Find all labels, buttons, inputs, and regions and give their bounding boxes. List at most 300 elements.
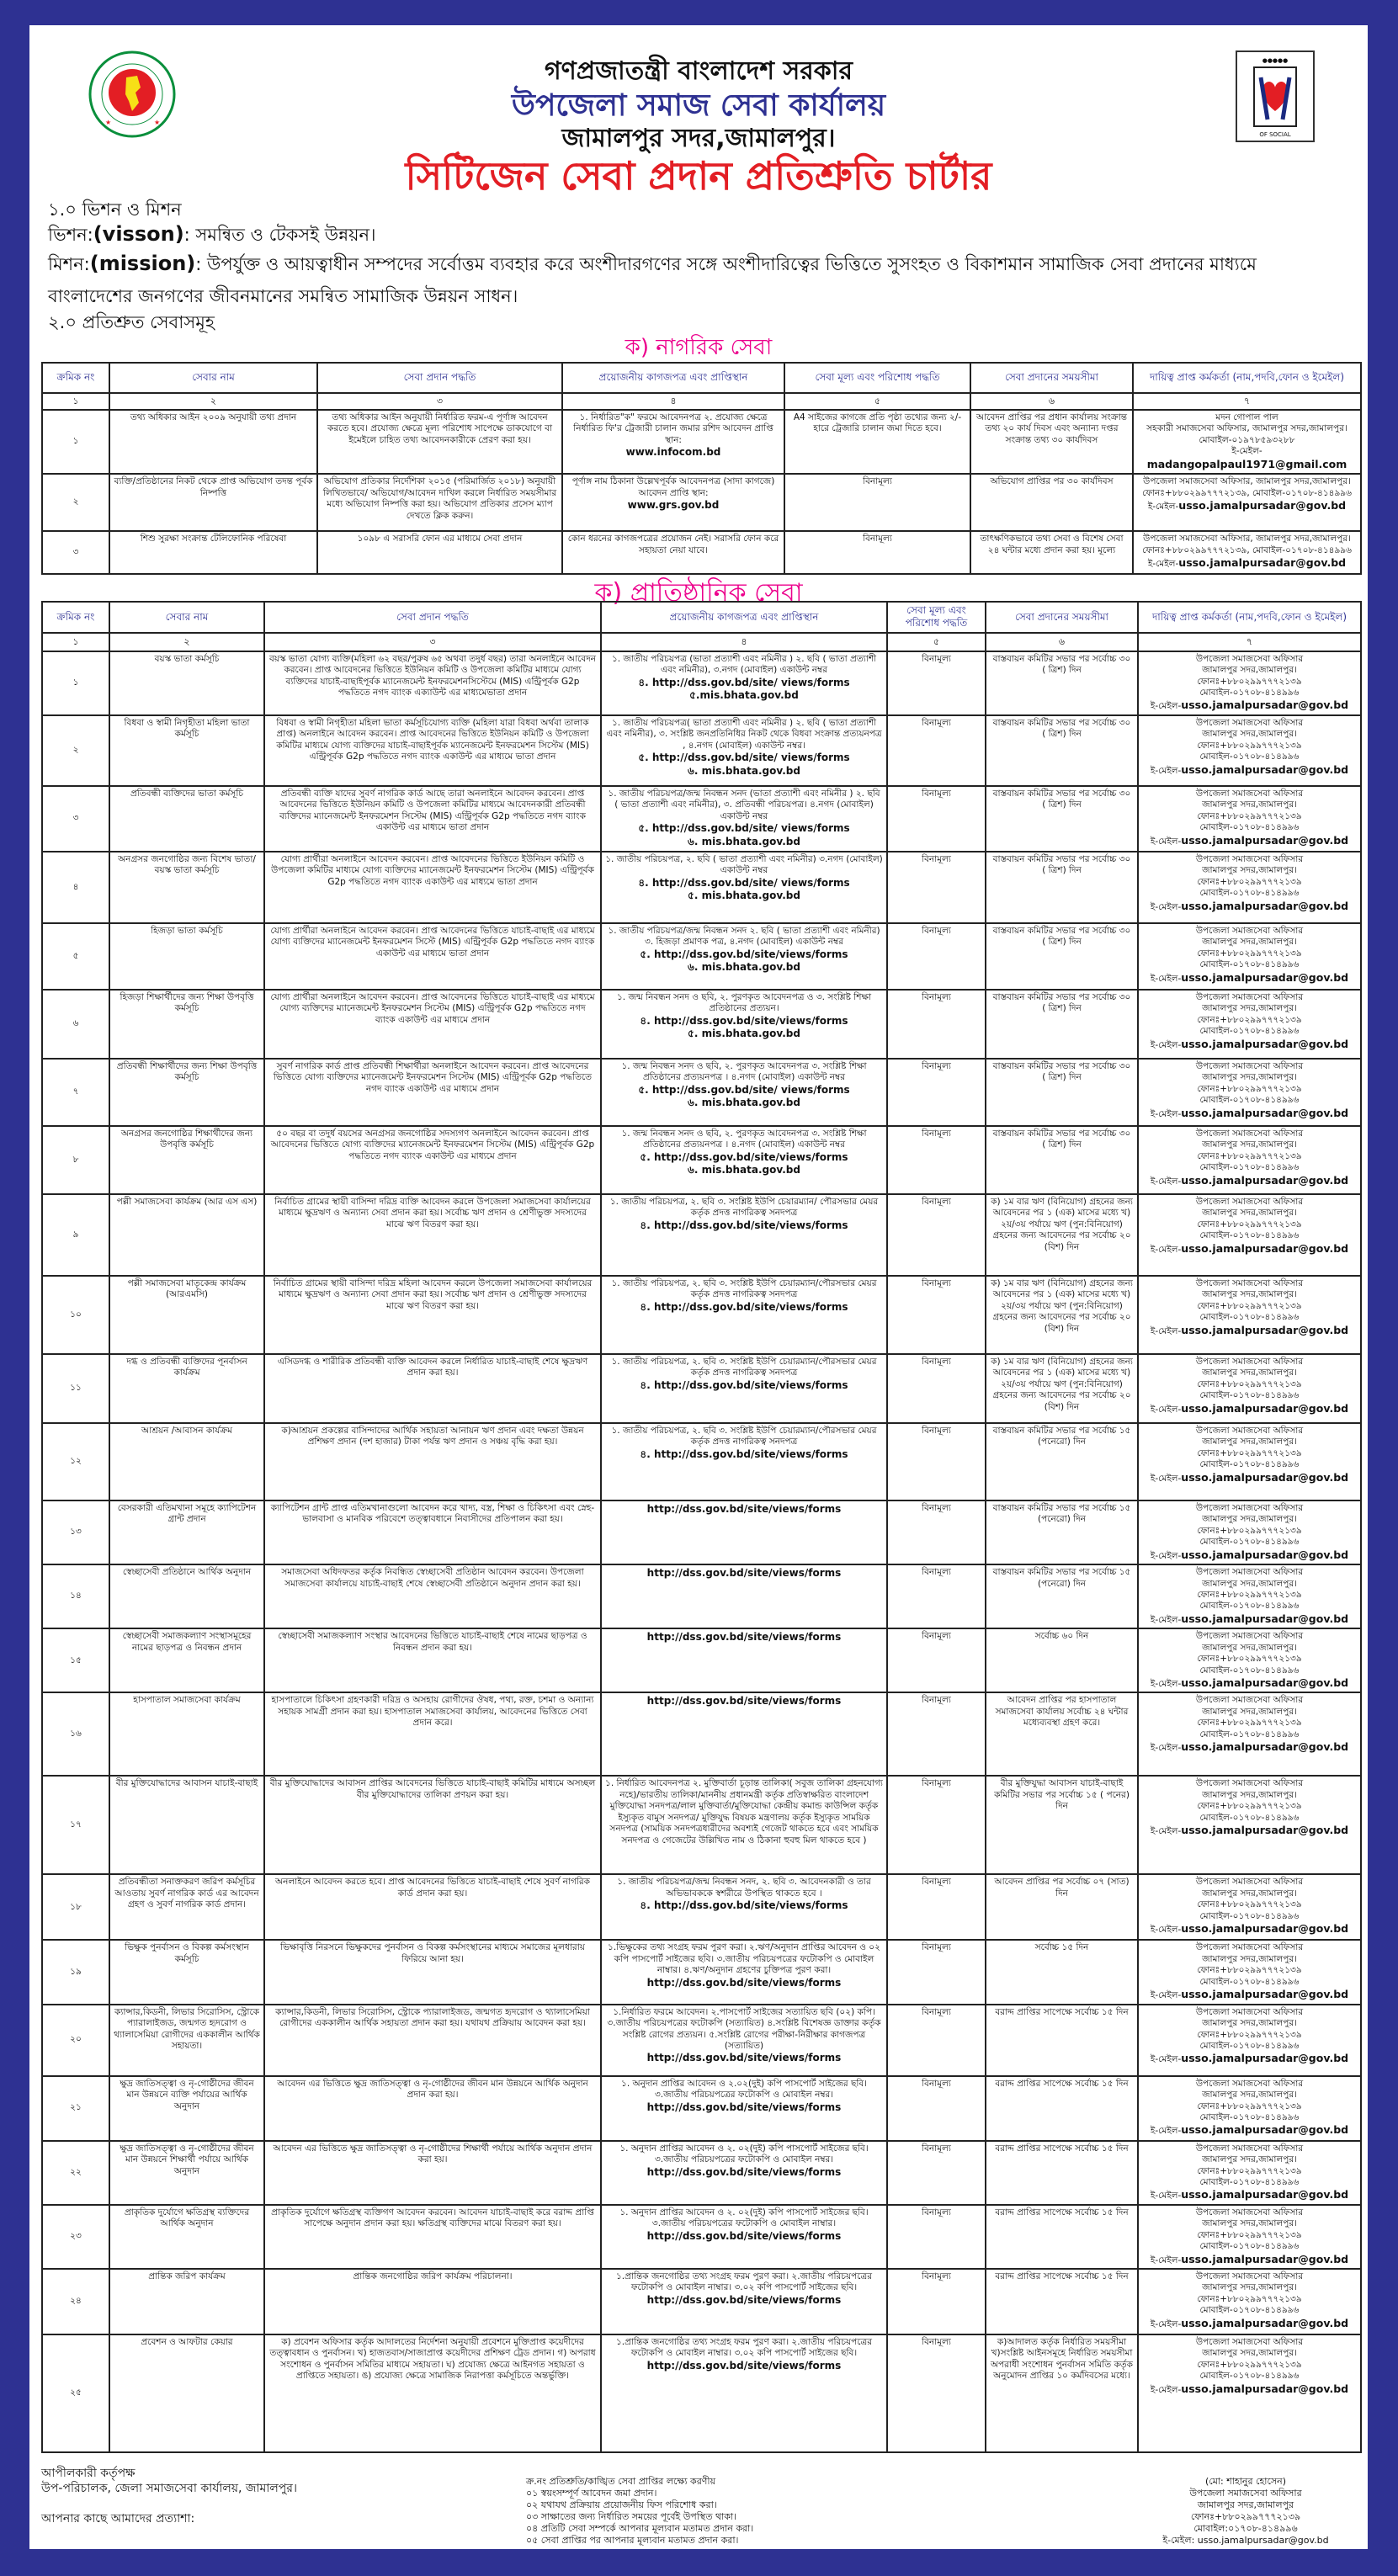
- serial-number: ৩: [42, 531, 109, 574]
- signatory-line: উপজেলা সমাজসেবা অফিসার: [1189, 2488, 1302, 2499]
- documents-link[interactable]: ৫.mis.bhata.gov.bd: [689, 688, 799, 701]
- officer-line: উপজেলা সমাজসেবা অফিসার: [1195, 1502, 1304, 1513]
- documents-link[interactable]: http://dss.gov.bd/site/views/forms: [646, 2165, 842, 2178]
- officer-line: উপজেলা সমাজসেবা অফিসার: [1195, 1567, 1304, 1578]
- documents-text: পূর্ণাঙ্গ নাম ঠিকানা উল্লেখপূর্বক আবেদনপত্র (সাদা কাগজে) আবেদন প্রাপ্তি স্থান:: [571, 476, 775, 498]
- officer-email-row: [1142, 1988, 1357, 2001]
- officer-line: উপজেলা সমাজসেবা অফিসার: [1195, 1196, 1304, 1207]
- appeal-authority-block: [41, 2466, 297, 2526]
- service-time-limit: ক) ১ম বার ঋণ (বিনিয়োগ) গ্রহনের জন্য আবেদনের পর ১ (এক) মাসের মধ্যে খ) ২য়/৩য় পর্যায়ে ঋণ (পুন:বিনিয়োগ) গ্রহনের জন্য আবেদনের পর সর্বোচ্চ ২০ (বিশ) দিন: [986, 1354, 1138, 1423]
- officer-email-link[interactable]: usso.jamalpursadar@gov.bd: [1181, 1470, 1349, 1484]
- service-fee: বিনামূল্য: [887, 1126, 986, 1194]
- service-time-limit: আবেদন প্রাপ্তির পর প্রধান কার্যালয় সংক্রান্ত তথ্য ২০ কার্য দিবস এবং অন্যান্য দপ্তর সংক্রান্ত তথ্য ৩০ কার্যদিবস: [970, 410, 1133, 474]
- documents-link[interactable]: http://dss.gov.bd/site/views/forms: [646, 1695, 842, 1708]
- officer-line: মোবাইল-০১৭০৮-৪১৪৯৯৬: [1199, 1312, 1300, 1323]
- officer-email-link[interactable]: usso.jamalpursadar@gov.bd: [1181, 970, 1349, 984]
- service-method: তথ্য অধিকার আইন অনুযায়ী নির্ধারিত ফরম-এ পূর্ণাঙ্গ আবেদন করতে হবে। প্রযোজ্য ক্ষেত্রে মূল্য পরিশোধ সাপেক্ষে ডাকযোগে বা ইমেইলে চাহিত তথ্য আবেদনকারীকে প্রেরণ করা হয়।: [317, 410, 562, 474]
- officer-line: জামালপুর সদর,জামালপুর।: [1202, 1953, 1297, 1964]
- officer-line: ফোনঃ+৮৮০২৯৯৭৭৭২১৩৯: [1197, 810, 1302, 821]
- service-name: অনগ্রসর জনগোষ্ঠির শিক্ষার্থীদের জন্য উপবৃত্তি কর্মসূচি: [109, 1126, 264, 1194]
- email-label: ই-মেইল-: [1150, 765, 1182, 776]
- documents-link[interactable]: http://dss.gov.bd/site/views/forms: [646, 2229, 842, 2242]
- officer-email-row: [1142, 1107, 1357, 1120]
- responsible-officer: [1138, 852, 1361, 923]
- service-time-limit: সর্বোচ্চ ১৫ দিন: [986, 1940, 1138, 2004]
- required-documents: [601, 2334, 887, 2452]
- charter-title: সিটিজেন সেবা প্রদান প্রতিশ্রুতি চার্টার: [405, 153, 992, 199]
- serial-number: ২৩: [42, 2205, 109, 2269]
- officer-email-row: [1142, 2052, 1357, 2065]
- officer-line: জামালপুর সদর,জামালপুর।: [1202, 1003, 1297, 1014]
- documents-link[interactable]: www.infocom.bd: [625, 446, 721, 459]
- service-name: দগ্ধ ও প্রতিবন্ধী ব্যক্তিদের পূনর্বাসন কার্যক্রম: [109, 1354, 264, 1423]
- column-number: ৪: [601, 633, 887, 651]
- institutional-services-table: [41, 601, 1362, 2453]
- officer-email-link[interactable]: usso.jamalpursadar@gov.bd: [1181, 2382, 1349, 2395]
- service-method: নির্বাচিত গ্রামের স্থায়ী বাসিন্দা দরিদ্র ব্যক্তি আবেদন করলে উপজেলা সমাজসেবা কার্যালয়ের মাধ্যমে ক্ষুদ্রঋণ ও অন্যান্য সেবা প্রদান করা হয়। সর্বোচ্চ ঋণ প্রদান ও শ্রেণীভুক্ত সদস্যদের মাঝে ঋণ বিতরণ করা হয়।: [264, 1194, 601, 1276]
- vision-text: : সমন্বিত ও টেকসই উন্নয়ন।: [183, 225, 376, 245]
- officer-email-link[interactable]: usso.jamalpursadar@gov.bd: [1181, 1676, 1349, 1690]
- documents-text: ১. জাতীয় পরিচয়পত্র (ভাতা প্রত্যাশী এবং নমিনীর ) ২. ছবি ( ভাতা প্রত্যাশী এবং নমিনীর), ৩.নগদ (মোবাইল) একাউন্ট নম্বর: [611, 653, 877, 676]
- table-row: [42, 1628, 1361, 1692]
- column-number-row: [42, 393, 1361, 410]
- documents-text: ১. জাতীয় পরিচয়পত্র/জন্ম নিবন্ধন সনদ (ভাতা প্রত্যাশী এবং নমিনীর ) ২. ছবি ( ভাতা প্রত্যাশী এবং নমিনীর), ৩. প্রতিবন্ধী পরিচয়পত্র। ৪.নগদ (মোবাইল) একাউন্ট নম্বর: [608, 788, 880, 821]
- required-documents: [601, 2205, 887, 2269]
- officer-line: উপজেলা সমাজসেবা অফিসার: [1195, 1060, 1304, 1071]
- officer-email-row: [1142, 1471, 1357, 1485]
- serial-number: ৫: [42, 923, 109, 990]
- citizen-services-table: [41, 362, 1362, 575]
- documents-link[interactable]: ৪. http://dss.gov.bd/site/ views/forms: [638, 676, 850, 688]
- service-time-limit: তাৎক্ষণিকভাবে তথ্য সেবা ও বিশেষ সেবা ২৪ ঘন্টার মধ্যে প্রদান করা হয়। মূল্যে: [970, 531, 1133, 574]
- signatory-line: (মো: শাহানুর হোসেন): [1204, 2476, 1286, 2487]
- service-fee: বিনামূল্য: [887, 2269, 986, 2334]
- officer-line: ফোনঃ+৮৮০২৯৯৭৭৭২১৩৯: [1197, 1014, 1302, 1025]
- officer-line: ফোনঃ+৮৮০২৯৯৭৭৭২১৩৯: [1197, 1378, 1302, 1389]
- mission-text: : উপর্যুক্ত ও আয়ত্বাধীন সম্পদের সর্বোত্তম ব্যবহার করে অংশীদারগণের সঙ্গে অংশীদারিত্বের ভিত্তিতে সুসংহত ও বিকাশমান সামাজিক সেবা প্রদানের মাধ্যমে: [195, 254, 1257, 274]
- documents-link[interactable]: ৫. mis.bhata.gov.bd: [688, 1028, 800, 1040]
- officer-line: মোবাইল-০১৭০৮-৪১৪৯৯৬: [1199, 688, 1300, 698]
- documents-link[interactable]: ৬. mis.bhata.gov.bd: [688, 764, 800, 777]
- serial-number: ২৫: [42, 2334, 109, 2452]
- officer-line: মোবাইল-০১৭০৮-৪১৪৯৯৬: [1199, 1601, 1300, 1612]
- officer-email-row: [1142, 1740, 1357, 1754]
- svg-text:★: ★: [154, 119, 161, 126]
- serial-number: ১০: [42, 1276, 109, 1354]
- officer-line: মোবাইল-০১৭০৮-৪১৪৯৯৬: [1199, 1230, 1300, 1241]
- office-name: উপজেলা সমাজ সেবা কার্যালয়: [511, 88, 886, 123]
- serial-number: ৭: [42, 1059, 109, 1126]
- officer-email-link[interactable]: usso.jamalpursadar@gov.bd: [1181, 1323, 1349, 1336]
- officer-email-row: [1142, 900, 1357, 913]
- officer-line: মোবাইল-০১৭০৮-৪১৪৯৯৬: [1199, 1026, 1300, 1037]
- office-location: জামালপুর সদর,জামালপুর।: [561, 124, 836, 153]
- service-name: আশ্রয়ন /আবাসন কার্যক্রম: [109, 1423, 264, 1500]
- officer-line: উপজেলা সমাজসেবা অফিসার: [1195, 717, 1304, 728]
- serial-number: ৪: [42, 852, 109, 923]
- serial-number: ২৪: [42, 2269, 109, 2334]
- government-name: গণপ্রজাতন্ত্রী বাংলাদেশ সরকার: [545, 56, 853, 86]
- responsible-officer: [1133, 474, 1361, 531]
- service-fee: বিনামূল্য: [887, 1354, 986, 1423]
- svg-text:OF SOCIAL: OF SOCIAL: [1259, 131, 1291, 138]
- column-number: ১: [42, 633, 109, 651]
- responsible-officer: [1133, 410, 1361, 474]
- responsible-officer: [1138, 1194, 1361, 1276]
- table-row: [42, 474, 1361, 531]
- column-header: ক্রমিক নং: [42, 602, 109, 633]
- vision-label: ভিশন:: [48, 225, 93, 245]
- officer-email-row: [1137, 556, 1357, 570]
- responsible-officer: [1138, 1354, 1361, 1423]
- officer-line: মোবাইল-০১৭০৮-৪১৪৯৯৬: [1199, 1390, 1300, 1401]
- required-documents: [601, 1874, 887, 1940]
- officer-line: ফোনঃ+৮৮০২৯৯৭৭৭২১৩৯: [1197, 2359, 1302, 2370]
- officer-line: ফোনঃ+৮৮০২৯৯৭৭৭২১৩৯: [1197, 1083, 1302, 1094]
- expectations-header: ক্র.নং প্রতিশ্রুতি/কাঙ্খিত সেবা প্রাপ্তির লক্ষ্যে করণীয়: [526, 2476, 716, 2487]
- documents-text: ১.প্রান্তিক জনগোষ্ঠির তথ্য সংগ্রহ ফরম পুরণ করা। ২.জাতীয় পরিচয়পত্রের ফটোকপি ও মোবাইল নাম্বার। ৩.০২ কপি পাসপোর্ট সাইজের ছবি।: [615, 2271, 873, 2293]
- mission-en: (mission): [89, 252, 196, 275]
- email-label: ই-মেইল-: [1150, 1614, 1182, 1625]
- required-documents: [601, 1126, 887, 1194]
- svg-text:●●●●●: ●●●●●: [1262, 57, 1289, 64]
- officer-line: মোবাইল-০১৭০৮-৪১৪৯৯৬: [1199, 2241, 1300, 2252]
- service-method: প্রান্তিক জনগোষ্ঠির জরিপ কার্যক্রম পরিচালনা।: [264, 2269, 601, 2334]
- service-method: সুবর্ণ নাগরিক কার্ড প্রাপ্ত প্রতিবন্ধী শিক্ষার্থীরা অনলাইনে আবেদন করবেন। প্রাপ্ত আবেদনের ভিত্তিতে যোগ্য ব্যক্তিদের ম্যানেজমেন্ট ইনফরমেশন সিস্টেম (MIS) এন্ট্রিপূর্বক G2p পদ্ধতিতে নগদ ব্যাংক একাউন্ট এর মাধ্যমে প্রদান: [264, 1059, 601, 1126]
- officer-email-row: [1142, 2382, 1357, 2396]
- signatory-line: জামালপুর সদর,জামালপুর: [1197, 2499, 1294, 2510]
- email-label: ই-মেইল-: [1150, 1039, 1182, 1050]
- column-header: সেবা মূল্য এবং পরিশোধ পদ্ধতি: [887, 602, 986, 633]
- officer-line: উপজেলা সমাজসেবা অফিসার: [1195, 788, 1304, 799]
- documents-link[interactable]: ৪. http://dss.gov.bd/site/views/forms: [640, 1014, 848, 1027]
- officer-line: জামালপুর সদর,জামালপুর।: [1202, 1289, 1297, 1300]
- officer-email-link[interactable]: usso.jamalpursadar@gov.bd: [1181, 1548, 1349, 1561]
- officer-line: মোবাইল-০১৭০৮-৪১৪৯৯৬: [1199, 752, 1300, 762]
- officer-email-row: [1142, 1548, 1357, 1562]
- officer-line: জামালপুর সদর,জামালপুর।: [1202, 2218, 1297, 2229]
- officer-line: মোবাইল-০১৭০৮-৪১৪৯৯৬: [1199, 2111, 1300, 2122]
- officer-line: উপজেলা সমাজসেবা অফিসার: [1195, 853, 1304, 864]
- service-method: স্বেচ্ছাসেবী সমাজকল্যাণ সংস্থার আবেদনের ভিত্তিতে যাচাই-বাছাই শেষে নামের ছাড়পত্র ও নিবন্ধন প্রদান করা হয়।: [264, 1628, 601, 1692]
- email-label: ই-মেইল-: [1150, 2126, 1182, 2137]
- documents-link[interactable]: ৬. mis.bhata.gov.bd: [688, 961, 800, 974]
- service-method: বীর মুক্তিযোদ্ধাদের আবাসন প্রাপ্তির আবেদনের ভিত্তিতে যাচাই-বাছাই কমিটির মাধ্যমে অসচ্ছল বীর মুক্তিযোদ্ধাদের তালিকা প্রণয়ন করা হয়।: [264, 1776, 601, 1874]
- appeal-label: আপীলকারী কর্তৃপক্ষ: [41, 2467, 136, 2480]
- officer-email-link[interactable]: usso.jamalpursadar@gov.bd: [1181, 1173, 1349, 1187]
- expectation-item: ০৫ সেবা প্রাপ্তির পর আপনার মূল্যবান মতামত প্রদান করা।: [526, 2535, 739, 2546]
- email-label: ই-মেইল-: [1150, 836, 1182, 847]
- service-time-limit: বরাদ্দ প্রাপ্তির সাপেক্ষে সর্বোচ্চ ১৫ দিন: [986, 2005, 1138, 2076]
- service-method: সমাজসেবা অধিদফতর কর্তৃক নিবন্ধিত স্বেচ্ছাসেবী প্রতিষ্ঠান আবেদন করবেন। উপজেলা সমাজসেবা কার্যালয়ে যাচাই-বাছাই শেষে স্বেচ্ছাসেবী প্রতিষ্ঠানে অনুদান প্রদান করা হয়।: [264, 1564, 601, 1628]
- officer-line: জামালপুর সদর,জামালপুর।: [1202, 2090, 1297, 2101]
- officer-line: ফোনঃ+৮৮০২৯৯৭৭৭২১৩৯: [1197, 2101, 1302, 2111]
- required-documents: [601, 2269, 887, 2334]
- table-row: [42, 531, 1361, 574]
- column-header: ক্রমিক নং: [42, 363, 109, 393]
- officer-line: উপজেলা সমাজসেবা অফিসার: [1195, 1942, 1304, 1953]
- officer-email-link[interactable]: usso.jamalpursadar@gov.bd: [1181, 2188, 1349, 2202]
- column-number: ৬: [986, 633, 1138, 651]
- email-label: ই-মেইল-: [1150, 2054, 1182, 2065]
- officer-email-link[interactable]: usso.jamalpursadar@gov.bd: [1181, 2316, 1349, 2329]
- documents-link[interactable]: ৬. mis.bhata.gov.bd: [688, 835, 800, 847]
- serial-number: ১৯: [42, 1940, 109, 2004]
- officer-email-link[interactable]: usso.jamalpursadar@gov.bd: [1181, 1612, 1349, 1625]
- serial-number: ১: [42, 651, 109, 715]
- documents-link[interactable]: ৫. http://dss.gov.bd/site/ views/forms: [638, 1083, 850, 1096]
- officer-email-link[interactable]: usso.jamalpursadar@gov.bd: [1178, 556, 1347, 570]
- officer-line: জামালপুর সদর,জামালপুর।: [1202, 1706, 1297, 1717]
- column-number: ৭: [1138, 633, 1361, 651]
- officer-line: উপজেলা সমাজসেবা অফিসার, জামালপুর সদর,জামালপুর।: [1143, 534, 1351, 544]
- officer-email-link[interactable]: madangopalpaul1971@gmail.com: [1146, 457, 1348, 470]
- service-name: বীর মুক্তিযোদ্ধাদের আবাসন যাচাই-বাছাই: [109, 1776, 264, 1874]
- officer-email-link[interactable]: usso.jamalpursadar@gov.bd: [1181, 833, 1349, 847]
- documents-link[interactable]: ৫. http://dss.gov.bd/site/ views/forms: [638, 752, 850, 764]
- officer-email-link[interactable]: usso.jamalpursadar@gov.bd: [1181, 1988, 1349, 2001]
- institutional-services-title: ক) প্রাতিষ্ঠানিক সেবা: [594, 578, 803, 608]
- service-fee: বিনামূল্য: [784, 531, 970, 574]
- serial-number: ১২: [42, 1423, 109, 1500]
- documents-text: ১. জন্ম নিবন্ধন সনদ ও ছবি, ২. পুরণকৃত আবেদনপত্র ৩. সংশ্লিষ্ট শিক্ষা প্রতিষ্ঠানের প্রত্যয়নপত্র । ৪.নগদ (মোবাইল) একাউন্ট নম্বর: [621, 1128, 867, 1150]
- table-row: [42, 786, 1361, 852]
- officer-email-link[interactable]: usso.jamalpursadar@gov.bd: [1181, 899, 1349, 912]
- responsible-officer: [1138, 1692, 1361, 1776]
- documents-link[interactable]: ৪. http://dss.gov.bd/site/views/forms: [640, 1447, 848, 1460]
- service-name: তথ্য অধিকার আইন ২০০৯ অনুযায়ী তথ্য প্রদান: [109, 410, 317, 474]
- service-method: ক) প্রবেশন অফিসার কর্তৃক আদালতের নির্দেশনা অনুযায়ী প্রবেশনে মুক্তিপ্রাপ্ত কয়েদীদের তত্ত্বাবধান ও পুনর্বাসন। খ) হাজতবাস/সাজাপ্রাপ্ত কয়েদীদের প্রশিক্ষণ ট্রেড প্রদান। গ) অপরাধ সংশোধন ও পুনর্বাসন সমিতির মাধ্যমে সহায়তা। ঘ) প্রযোজ্য ক্ষেত্রে আইনগত সহায়তা ও প্রাপ্তিতে সহায়তা। ঙ) প্রযোজ্য ক্ষেত্রে সামাজিক নিরাপত্তা কর্মসূচিতে অন্তর্ভুক্তি।: [264, 2334, 601, 2452]
- serial-number: ১: [42, 410, 109, 474]
- table-row: [42, 923, 1361, 990]
- service-time-limit: বাস্তবায়ন কমিটির সভার পর সর্বোচ্চ ১৫ (পনেরো) দিন: [986, 1423, 1138, 1500]
- column-number: ২: [109, 393, 317, 410]
- responsible-officer: [1138, 923, 1361, 990]
- email-label: ই-মেইল-: [1150, 2318, 1182, 2329]
- service-time-limit: বাস্তবায়ন কমিটির সভার পর সর্বোচ্চ ৩০ ( ত্রিশ) দিন: [986, 715, 1138, 786]
- service-fee: বিনামূল্য: [887, 651, 986, 715]
- documents-link[interactable]: ৬. mis.bhata.gov.bd: [688, 1164, 800, 1176]
- officer-line: জামালপুর সদর,জামালপুর।: [1202, 1888, 1297, 1899]
- officer-line: উপজেলা সমাজসেবা অফিসার: [1195, 925, 1304, 936]
- column-header: সেবা প্রদান পদ্ধতি: [317, 363, 562, 393]
- officer-email-link[interactable]: usso.jamalpursadar@gov.bd: [1181, 2123, 1349, 2137]
- service-method: অভিযোগ প্রতিকার নির্দেশিকা ২০১৫ (পরিমার্জিত ২০১৮) অনুযায়ী লিখিতভাবে/ অভিযোগ/আবেদন দাখিল করলে নির্ধারিত সময়সীমার মধ্যে অভিযোগ নিষ্পত্তি করা হয়। অভিযোগ প্রতিকার প্রসেস ম্যাপ দেখতে ক্লিক করুন।: [317, 474, 562, 531]
- documents-text: ১. অনুদান প্রাপ্তির আবেদন ও ২. ০২(দুই) কপি পাসপোর্ট সাইজের ছবি। ৩.জাতীয় পরিচয়পত্রের ফটোকপি ও মোবাইল নাম্বার।: [619, 2207, 869, 2229]
- table-row: [42, 1276, 1361, 1354]
- column-number: ৫: [887, 633, 986, 651]
- documents-link[interactable]: http://dss.gov.bd/site/views/forms: [646, 2101, 842, 2113]
- officer-line: ফোনঃ+৮৮০২৯৯৭৭৭২১৩৯: [1197, 1589, 1302, 1600]
- responsible-officer: [1138, 2334, 1361, 2452]
- column-header: প্রয়োজনীয় কাগজপত্র এবং প্রাপ্তিস্থান: [601, 602, 887, 633]
- officer-email-row: [1142, 1824, 1357, 1837]
- documents-link[interactable]: http://dss.gov.bd/site/views/forms: [646, 1502, 842, 1515]
- signatory-line: ই-মেইল: usso.jamalpursadar@gov.bd: [1162, 2535, 1329, 2546]
- serial-number: ৩: [42, 786, 109, 852]
- required-documents: [601, 651, 887, 715]
- officer-line: মোবাইল-০১৭০৮-৪১৪৯৯৬: [1199, 1729, 1300, 1739]
- service-time-limit: আবেদন প্রাপ্তির পর হাসপাতাল সমাজসেবা কার্যালয় সর্বোচ্চ ২৪ ঘন্টার মধ্যেব্যবস্থা গ্রহণ করে।: [986, 1692, 1138, 1776]
- service-time-limit: অভিযোগ প্রাপ্তির পর ৩০ কার্যদিবস: [970, 474, 1133, 531]
- officer-email-link[interactable]: usso.jamalpursadar@gov.bd: [1181, 2052, 1349, 2065]
- service-method: ১০৯৮ এ সরাসরি ফোন এর মাধ্যমে সেবা প্রদান: [317, 531, 562, 574]
- officer-email-row: [1142, 763, 1357, 777]
- table-header-row: [42, 363, 1361, 393]
- responsible-officer: [1138, 1126, 1361, 1194]
- service-fee: বিনামূল্য: [887, 2334, 986, 2452]
- required-documents: [562, 474, 784, 531]
- officer-line: জামালপুর সদর,জামালপুর।: [1202, 729, 1297, 740]
- service-name: বিধবা ও স্বামী নিগৃহীতা মহিলা ভাতা কর্মসূচি: [109, 715, 264, 786]
- serial-number: ১১: [42, 1354, 109, 1423]
- email-label: ই-মেইল-: [1147, 502, 1179, 513]
- officer-line: মোবাইল-০১৭০৮-৪১৪৯৯৬: [1199, 1665, 1300, 1676]
- mission-statement: [48, 251, 1257, 280]
- table-row: [42, 2269, 1361, 2334]
- officer-line: জামালপুর সদর,জামালপুর।: [1202, 1437, 1297, 1447]
- required-documents: [562, 531, 784, 574]
- table-row: [42, 2076, 1361, 2141]
- documents-link[interactable]: ৫. http://dss.gov.bd/site/views/forms: [640, 948, 848, 960]
- officer-email-link[interactable]: usso.jamalpursadar@gov.bd: [1181, 698, 1349, 712]
- responsible-officer: [1138, 1564, 1361, 1628]
- officer-email-link[interactable]: usso.jamalpursadar@gov.bd: [1181, 1241, 1349, 1255]
- email-label: ই-মেইল-: [1150, 701, 1182, 712]
- service-name: প্রতিবন্ধী ব্যক্তিদের ভাতা কর্মসূচি: [109, 786, 264, 852]
- officer-line: মোবাইল-০১৭০৮-৪১৪৯৯৬: [1199, 2040, 1300, 2051]
- service-method: আবেদন এর ভিত্তিতে ক্ষুদ্র জাতিসত্ত্বা ও নৃ-গোষ্ঠীদের জীবন মান উন্নয়নে আর্থিক অনুদান প্রদান করা হয়।: [264, 2076, 601, 2141]
- documents-link[interactable]: http://dss.gov.bd/site/views/forms: [646, 2293, 842, 2306]
- service-name: হাসপাতাল সমাজসেবা কার্যক্রম: [109, 1692, 264, 1776]
- officer-email-link[interactable]: usso.jamalpursadar@gov.bd: [1181, 762, 1349, 776]
- officer-line: উপজেলা সমাজসেবা অফিসার: [1195, 1778, 1304, 1789]
- required-documents: [601, 2076, 887, 2141]
- officer-email-row: [1142, 1242, 1357, 1256]
- appeal-authority: উপ-পরিচালক, জেলা সমাজসেবা কার্যালয়, জামালপুর।: [41, 2482, 297, 2495]
- section-services-heading: ২.০ প্রতিশ্রুত সেবাসমূহ: [48, 312, 215, 332]
- officer-line: ফোনঃ+৮৮০২৯৯৭৭৭২১৩৯: [1197, 1219, 1302, 1230]
- documents-text: ১. জাতীয় পরিচয়পত্র, ২. ছবি ৩. সংশ্লিষ্ট ইউপি চেয়ারম্যান/পৌরসভার মেয়র কর্তৃক প্রদত্ত নাগরিকত্ব সনদপত্র: [611, 1425, 877, 1447]
- service-time-limit: বাস্তবায়ন কমিটির সভার পর সর্বোচ্চ ১৫ (পনেরো) দিন: [986, 1564, 1138, 1628]
- documents-link[interactable]: ৫. mis.bhata.gov.bd: [688, 890, 800, 902]
- officer-line: উপজেলা সমাজসেবা অফিসার, জামালপুর সদর,জামালপুর।: [1143, 476, 1351, 487]
- service-fee: বিনামূল্য: [887, 2141, 986, 2205]
- officer-line: মোবাইল-০১৭০৮-৪১৪৯৯৬: [1199, 1910, 1300, 1921]
- service-name: ক্ষুদ্র জাতিসত্ত্বা ও নৃ-গোষ্ঠীদের জীবন মান উন্নয়নে শিক্ষার্থী পর্যায়ে আর্থিক অনুদান: [109, 2141, 264, 2205]
- officer-email-link[interactable]: usso.jamalpursadar@gov.bd: [1181, 1922, 1349, 1936]
- officer-line: ফোনঃ+৮৮০২৯৯৭৭৭২১৩৯: [1197, 1300, 1302, 1311]
- documents-link[interactable]: http://dss.gov.bd/site/views/forms: [646, 1631, 842, 1644]
- documents-link[interactable]: ৪. http://dss.gov.bd/site/views/forms: [640, 1899, 848, 1912]
- column-header: দায়িত্ব প্রাপ্ত কর্মকর্তা (নাম,পদবি,ফোন ও ইমেইল): [1133, 363, 1361, 393]
- documents-link[interactable]: ৫. http://dss.gov.bd/site/ views/forms: [638, 822, 850, 835]
- responsible-officer: [1138, 1276, 1361, 1354]
- documents-link[interactable]: http://dss.gov.bd/site/views/forms: [646, 2359, 842, 2372]
- serial-number: ২২: [42, 2141, 109, 2205]
- officer-email-link[interactable]: usso.jamalpursadar@gov.bd: [1181, 2252, 1349, 2265]
- responsible-officer: [1138, 990, 1361, 1059]
- officer-line: জামালপুর সদর,জামালপুর।: [1202, 1072, 1297, 1083]
- documents-link[interactable]: ৬. mis.bhata.gov.bd: [688, 1097, 800, 1109]
- documents-link[interactable]: www.grs.gov.bd: [627, 499, 720, 512]
- documents-text: ১. জন্ম নিবন্ধন সনদ ও ছবি, ২. পুরণকৃত আবেদনপত্র ৩. সংশ্লিষ্ট শিক্ষা প্রতিষ্ঠানের প্রত্যয়নপত্র । ৪.নগদ (মোবাইল) একাউন্ট নম্বর: [621, 1060, 867, 1083]
- service-time-limit: বাস্তবায়ন কমিটির সভার পর সর্বোচ্চ ৩০ ( ত্রিশ) দিন: [986, 651, 1138, 715]
- service-time-limit: বরাদ্দ প্রাপ্তির সাপেক্ষে সর্বোচ্চ ১৫ দিন: [986, 2141, 1138, 2205]
- officer-line: উপজেলা সমাজসেবা অফিসার: [1195, 991, 1304, 1002]
- officer-line: মোবাইল-০১৭০৮-৪১৪৯৯৬: [1199, 1095, 1300, 1106]
- officer-email-link[interactable]: usso.jamalpursadar@gov.bd: [1178, 499, 1347, 513]
- service-time-limit: বরাদ্দ প্রাপ্তির সাপেক্ষে সর্বোচ্চ ১৫ দিন: [986, 2269, 1138, 2334]
- officer-line: মোবাইল-০১৭০৮-৪১৪৯৯৬: [1199, 1162, 1300, 1173]
- serial-number: ৬: [42, 990, 109, 1059]
- documents-link[interactable]: http://dss.gov.bd/site/views/forms: [646, 1976, 842, 1989]
- responsible-officer: [1138, 2141, 1361, 2205]
- expectation-item: ০৪ প্রতিটি সেবা সম্পর্কে আপনার মূল্যবান মতামত প্রদান করা।: [526, 2523, 754, 2534]
- officer-email-link[interactable]: usso.jamalpursadar@gov.bd: [1181, 1106, 1349, 1119]
- service-fee: বিনামূল্য: [887, 1874, 986, 1940]
- officer-line: উপজেলা সমাজসেবা অফিসার: [1195, 1631, 1304, 1642]
- service-fee: বিনামূল্য: [887, 1940, 986, 2004]
- documents-link[interactable]: ৪. http://dss.gov.bd/site/views/forms: [640, 1300, 848, 1313]
- table-row: [42, 1874, 1361, 1940]
- officer-email-row: [1137, 446, 1357, 471]
- officer-line: উপজেলা সমাজসেবা অফিসার: [1195, 2078, 1304, 2089]
- table-row: [42, 410, 1361, 474]
- officer-email-link[interactable]: usso.jamalpursadar@gov.bd: [1181, 1037, 1349, 1050]
- officer-email-link[interactable]: usso.jamalpursadar@gov.bd: [1181, 1401, 1349, 1415]
- service-name: প্রতিবন্ধীতা সনাক্তকরণ জরিপ কর্মসূচির আওতায় সুবর্ণ নাগরিক কার্ড এর আবেদন গ্রহণ ও সুবর্ণ নাগরিক কার্ড প্রদান।: [109, 1874, 264, 1940]
- documents-text: ১. জাতীয় পরিচয়পত্র, ২. ছবি ( ভাতা প্রত্যাশী এবং নমিনীর) ৩.নগদ (মোবাইল) একাউন্ট নম্বর: [605, 853, 883, 876]
- service-fee: বিনামূল্য: [887, 1194, 986, 1276]
- table-row: [42, 1776, 1361, 1874]
- email-label: ই-মেইল-: [1150, 1473, 1182, 1484]
- documents-text: ১. জাতীয় পরিচয়পত্র/জন্ম নিবন্ধন সনদ, ২. ছবি ৩. আবেদনকারী ও তার অভিভাবককে স্বশরীরে উপস্থিত থাকতে হবে ।: [617, 1877, 871, 1899]
- documents-text: কোন ধরনের কাগজপত্রের প্রয়োজন নেই। সরাসরি ফোন করে সহায়তা নেয়া যাবে।: [567, 534, 779, 555]
- responsible-officer: [1138, 786, 1361, 852]
- serial-number: ২০: [42, 2005, 109, 2076]
- column-number-row: [42, 633, 1361, 651]
- service-time-limit: বাস্তবায়ন কমিটির সভার পর সর্বোচ্চ ৩০ ( ত্রিশ) দিন: [986, 990, 1138, 1059]
- officer-line: ফোনঃ+৮৮০২৯৯৭৭৭২১৩৯: [1197, 1718, 1302, 1729]
- required-documents: [601, 2141, 887, 2205]
- officer-email-link[interactable]: usso.jamalpursadar@gov.bd: [1181, 1740, 1349, 1754]
- documents-link[interactable]: ৪. http://dss.gov.bd/site/views/forms: [640, 1219, 848, 1231]
- documents-text: ১.ভিক্ষুকের তথ্য সংগ্রহ ফরম পুরণ করা। ২.ঋণ/অনুদান প্রাপ্তির আবেদন ও ০২ কপি পাসপোর্ট সাইজের ছবি। ৩.জাতীয় পরিচয়পত্রের ফটোকপি ও মোবাইল নাম্বার। ৪.ঋণ/অনুদান গ্রহণের চুক্তিপত্র পুরণ করা।: [608, 1942, 880, 1976]
- documents-link[interactable]: ৫. http://dss.gov.bd/site/views/forms: [640, 1150, 848, 1163]
- serial-number: ১৬: [42, 1692, 109, 1776]
- table-row: [42, 1126, 1361, 1194]
- documents-link[interactable]: ৪. http://dss.gov.bd/site/views/forms: [640, 1378, 848, 1391]
- documents-link[interactable]: http://dss.gov.bd/site/views/forms: [646, 1567, 842, 1580]
- responsible-officer: [1138, 1940, 1361, 2004]
- officer-email-link[interactable]: usso.jamalpursadar@gov.bd: [1181, 1824, 1349, 1837]
- column-header: দায়িত্ব প্রাপ্ত কর্মকর্তা (নাম,পদবি,ফোন ও ইমেইল): [1138, 602, 1361, 633]
- officer-line: মোবাইল-০১৭০৮-৪১৪৯৯৬: [1199, 1459, 1300, 1470]
- column-number: ৩: [264, 633, 601, 651]
- serial-number: ১৩: [42, 1500, 109, 1564]
- documents-link[interactable]: http://dss.gov.bd/site/views/forms: [646, 2052, 842, 2064]
- documents-text: ১.প্রান্তিক জনগোষ্ঠির তথ্য সংগ্রহ ফরম পুরণ করা। ২.জাতীয় পরিচয়পত্রের ফটোকপি ও মোবাইল নাম্বার। ৩.০২ কপি পাসপোর্ট সাইজের ছবি।: [615, 2337, 873, 2359]
- email-label: ই-মেইল-: [1150, 1925, 1182, 1936]
- documents-text: ১. জাতীয় পরিচয়পত্র, ২. ছবি ৩. সংশ্লিষ্ট ইউপি চেয়ারম্যান/পৌরসভার মেয়র কর্তৃক প্রদত্ত নাগরিকত্ব সনদপত্র: [611, 1277, 877, 1300]
- service-time-limit: বরাদ্দ প্রাপ্তির সাপেক্ষে সর্বোচ্চ ১৫ দিন: [986, 2076, 1138, 2141]
- email-label: ই-মেইল-: [1150, 1176, 1182, 1187]
- required-documents: [601, 786, 887, 852]
- table-row: [42, 1692, 1361, 1776]
- officer-email-row: [1142, 2317, 1357, 2330]
- documents-link[interactable]: ৪. http://dss.gov.bd/site/ views/forms: [638, 876, 850, 889]
